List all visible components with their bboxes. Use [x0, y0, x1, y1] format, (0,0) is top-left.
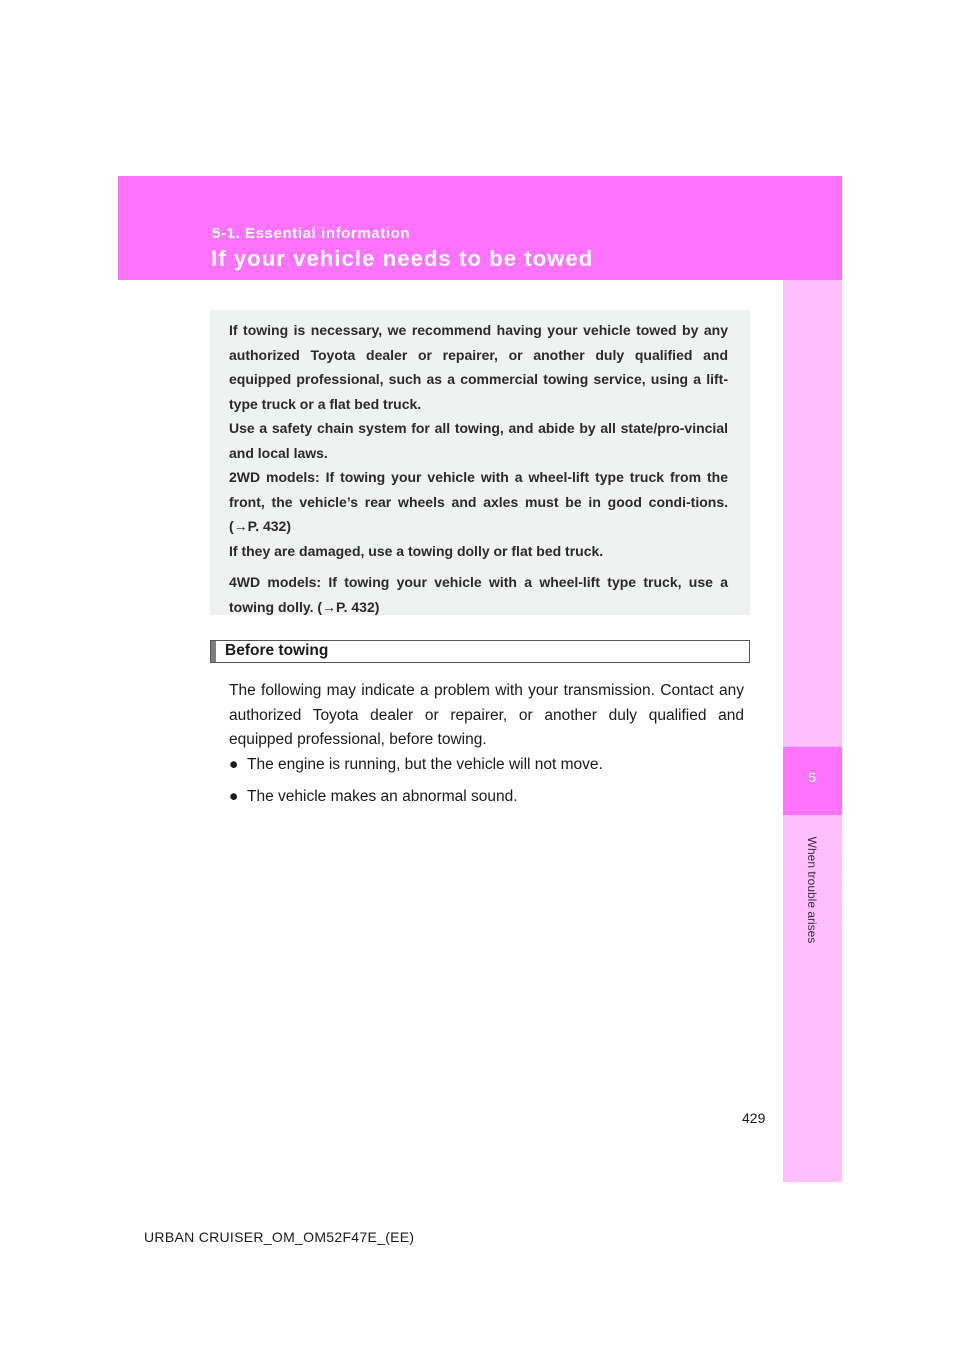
intro-text	[229, 318, 728, 619]
list-item-text: The engine is running, but the vehicle will not move.	[247, 756, 603, 773]
intro-paragraph: If towing is necessary, we recommend having your vehicle towed by any authorized Toyota dealer or repairer, or another duly qualified and equipped professional, such as a commercial towing service, using a lift-type truck or a flat bed truck.	[229, 322, 728, 412]
page-title: If your vehicle needs to be towed	[211, 246, 594, 271]
subheading: Before towing	[225, 642, 329, 659]
subheading-bar	[211, 641, 216, 662]
intro-paragraph: 2WD models: If towing your vehicle with a wheel-lift type truck from the front, the vehicle’s rear wheels and axles must be in good condi-tions. (→P. 432)	[229, 469, 728, 534]
subheading-box	[210, 640, 750, 663]
intro-paragraph: 4WD models: If towing your vehicle with a wheel-lift type truck, use a towing dolly. (→P. 432)	[229, 574, 728, 615]
side-tab-number: 5	[808, 770, 817, 785]
intro-paragraph: If they are damaged, use a towing dolly or flat bed truck.	[229, 542, 604, 559]
bullet-icon: ●	[229, 788, 239, 805]
list-item	[229, 756, 603, 774]
section-label: 5-1. Essential information	[212, 225, 411, 242]
body-paragraph: The following may indicate a problem with your transmission. Contact any authorized Toyota dealer or repairer, or another duly qualified and equipped professional, before towing.	[229, 682, 744, 748]
footer-code: URBAN CRUISER_OM_OM52F47E_(EE)	[144, 1229, 415, 1245]
side-tab	[783, 280, 842, 1182]
intro-paragraph: Use a safety chain system for all towing, and abide by all state/pro-vincial and local laws.	[229, 420, 728, 461]
list-item-text: The vehicle makes an abnormal sound.	[247, 788, 518, 805]
list-item	[229, 788, 518, 806]
bullet-icon: ●	[229, 756, 239, 773]
side-tab-label: When trouble arises	[805, 836, 819, 944]
page-number: 429	[742, 1110, 766, 1126]
